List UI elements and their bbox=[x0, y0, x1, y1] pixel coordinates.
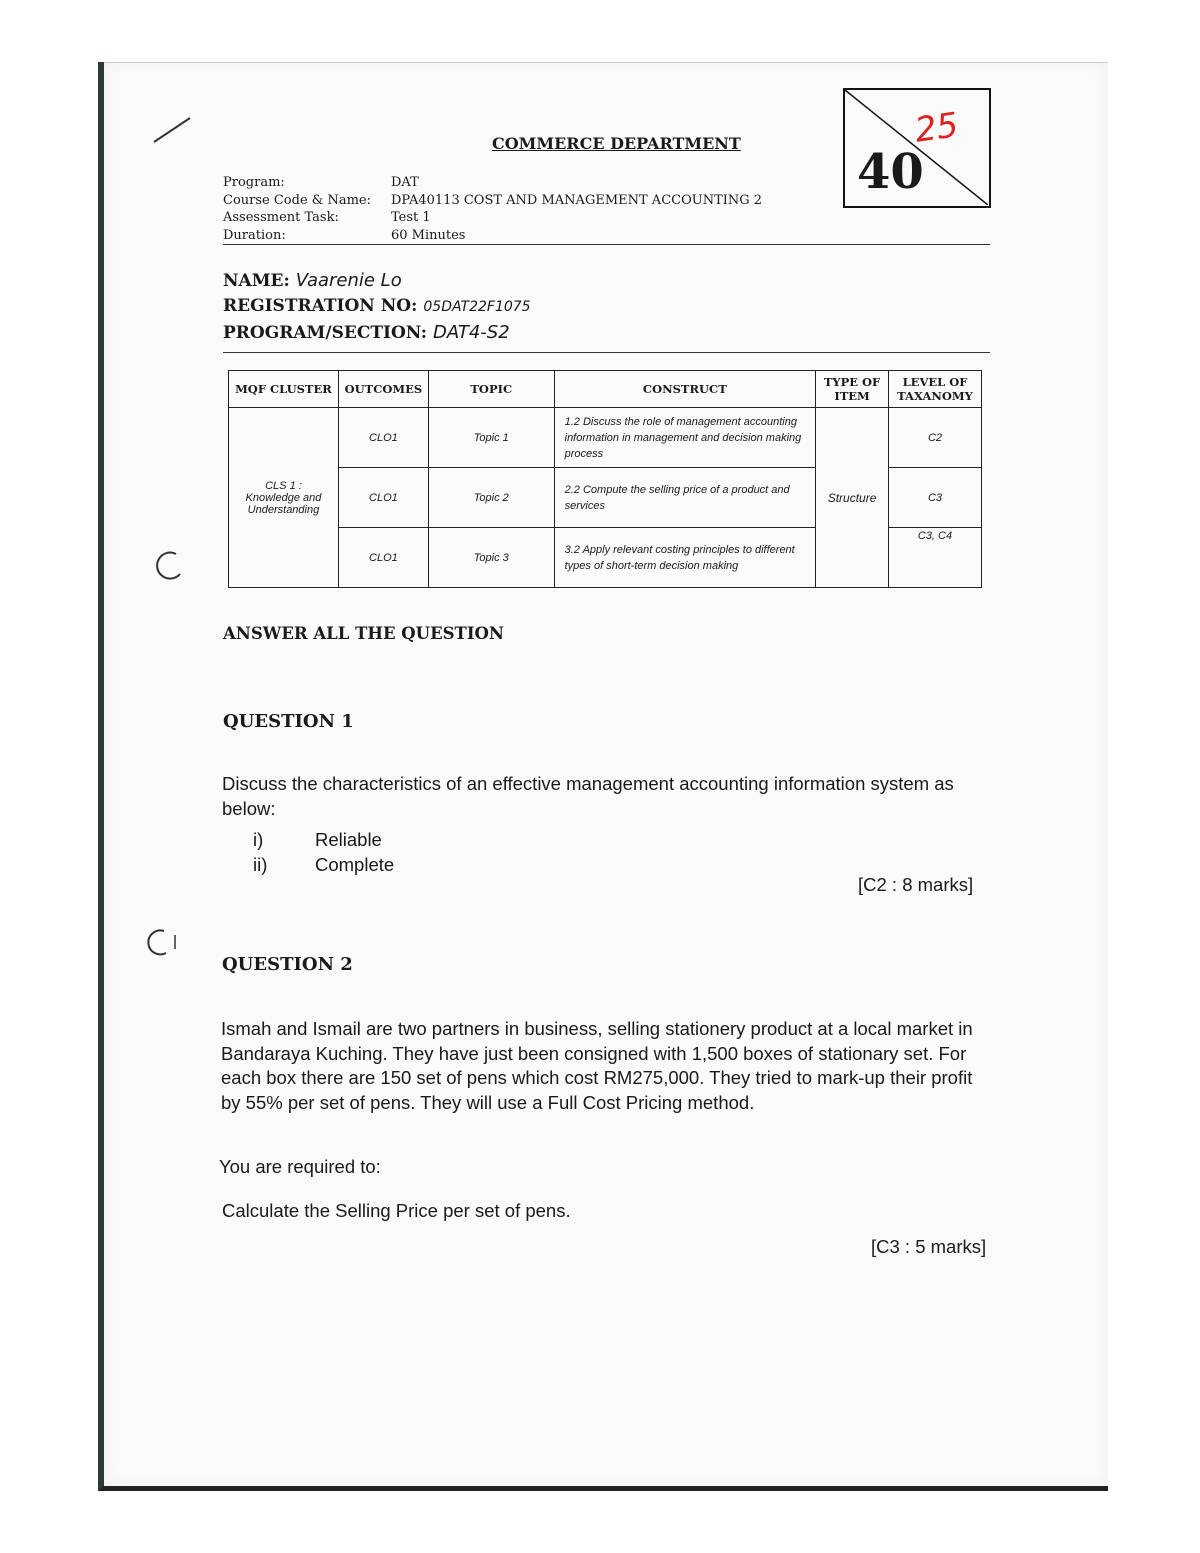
topic-cell: Topic 2 bbox=[428, 468, 554, 528]
question-1-text: Discuss the characteristics of an effective management accounting information system as below: bbox=[222, 773, 954, 819]
level-cell: C3 bbox=[889, 468, 982, 528]
question-1-title: QUESTION 1 bbox=[223, 711, 354, 732]
table-header: MQF CLUSTER bbox=[229, 371, 339, 408]
level-cell: C3, C4 bbox=[889, 528, 982, 588]
paper-top-edge bbox=[104, 62, 1108, 63]
construct-cell: 1.2 Discuss the role of management accounting information in management and decision making process bbox=[554, 408, 815, 468]
circle-mark-icon bbox=[150, 546, 185, 581]
course-info bbox=[223, 174, 762, 244]
divider bbox=[223, 244, 990, 245]
level-cell: C2 bbox=[889, 408, 982, 468]
table-row bbox=[229, 408, 982, 468]
task-text: Calculate the Selling Price per set of pens. bbox=[222, 1200, 571, 1221]
question-1-marks: [C2 : 8 marks] bbox=[858, 874, 974, 895]
table-header-row bbox=[229, 371, 982, 408]
item-number: ii) bbox=[253, 853, 268, 875]
info-key: Program: bbox=[223, 175, 285, 190]
instruction: ANSWER ALL THE QUESTION bbox=[223, 624, 505, 643]
score-max: 40 bbox=[857, 144, 924, 200]
info-key: Duration: bbox=[223, 227, 286, 243]
topic-cell: Topic 1 bbox=[428, 408, 554, 468]
registration-value: 05DAT22F1075 bbox=[423, 299, 531, 315]
construct-cell: 3.2 Apply relevant costing principles to different types of short-term decision making bbox=[554, 528, 815, 588]
mqf-table bbox=[228, 370, 982, 588]
info-key: Course Code & Name: bbox=[223, 192, 372, 208]
divider bbox=[223, 352, 990, 353]
table-header: TYPE OF ITEM bbox=[816, 371, 889, 408]
student-details bbox=[223, 268, 531, 346]
registration-label: REGISTRATION NO: bbox=[223, 296, 418, 316]
question-2-title: QUESTION 2 bbox=[222, 954, 353, 975]
tick-mark-icon bbox=[150, 112, 195, 147]
table-header: TOPIC bbox=[428, 371, 554, 408]
topic-cell: Topic 3 bbox=[428, 528, 554, 588]
score-obtained: 25 bbox=[912, 105, 961, 151]
circle-mark-icon bbox=[142, 925, 187, 960]
type-cell: Structure bbox=[816, 408, 889, 588]
table-header: OUTCOMES bbox=[338, 371, 428, 408]
program-value: DAT4-S2 bbox=[432, 322, 510, 343]
item-label: Complete bbox=[315, 853, 395, 875]
program-label: PROGRAM/SECTION: bbox=[223, 323, 427, 343]
question-2-text: Ismah and Ismail are two partners in business, selling stationery product at a local market in Bandaraya Kuching. They have just been consigned with 1,500 boxes of stationary set. For each box there are 150 set of pens which cost RM275,000. They tried to mark-up their profit by 55% per set of pens. They will use a Full Cost Pricing method. bbox=[221, 1018, 973, 1113]
item-label: Reliable bbox=[315, 829, 382, 850]
required-text: You are required to: bbox=[219, 1156, 381, 1177]
table-header: LEVEL OF TAXANOMY bbox=[889, 371, 982, 408]
question-2-marks: [C3 : 5 marks] bbox=[871, 1236, 987, 1257]
table-header: CONSTRUCT bbox=[554, 371, 815, 408]
department-title: COMMERCE DEPARTMENT bbox=[492, 134, 741, 153]
info-value: Test 1 bbox=[391, 210, 431, 225]
name-value: Vaarenie Lo bbox=[295, 270, 402, 291]
outcome-cell: CLO1 bbox=[338, 528, 428, 588]
info-key: Assessment Task: bbox=[223, 210, 339, 225]
name-label: NAME: bbox=[223, 271, 290, 291]
info-value: DPA40113 COST AND MANAGEMENT ACCOUNTING 2 bbox=[391, 192, 763, 208]
outcome-cell: CLO1 bbox=[338, 468, 428, 528]
outcome-cell: CLO1 bbox=[338, 408, 428, 468]
info-value: DAT bbox=[391, 175, 419, 190]
item-number: i) bbox=[253, 829, 264, 850]
construct-cell: 2.2 Compute the selling price of a product and services bbox=[554, 468, 815, 528]
info-value: 60 Minutes bbox=[391, 227, 466, 243]
cluster-cell: CLS 1 : Knowledge and Understanding bbox=[229, 408, 339, 588]
question-1-items bbox=[253, 828, 394, 877]
score-box bbox=[843, 88, 991, 208]
